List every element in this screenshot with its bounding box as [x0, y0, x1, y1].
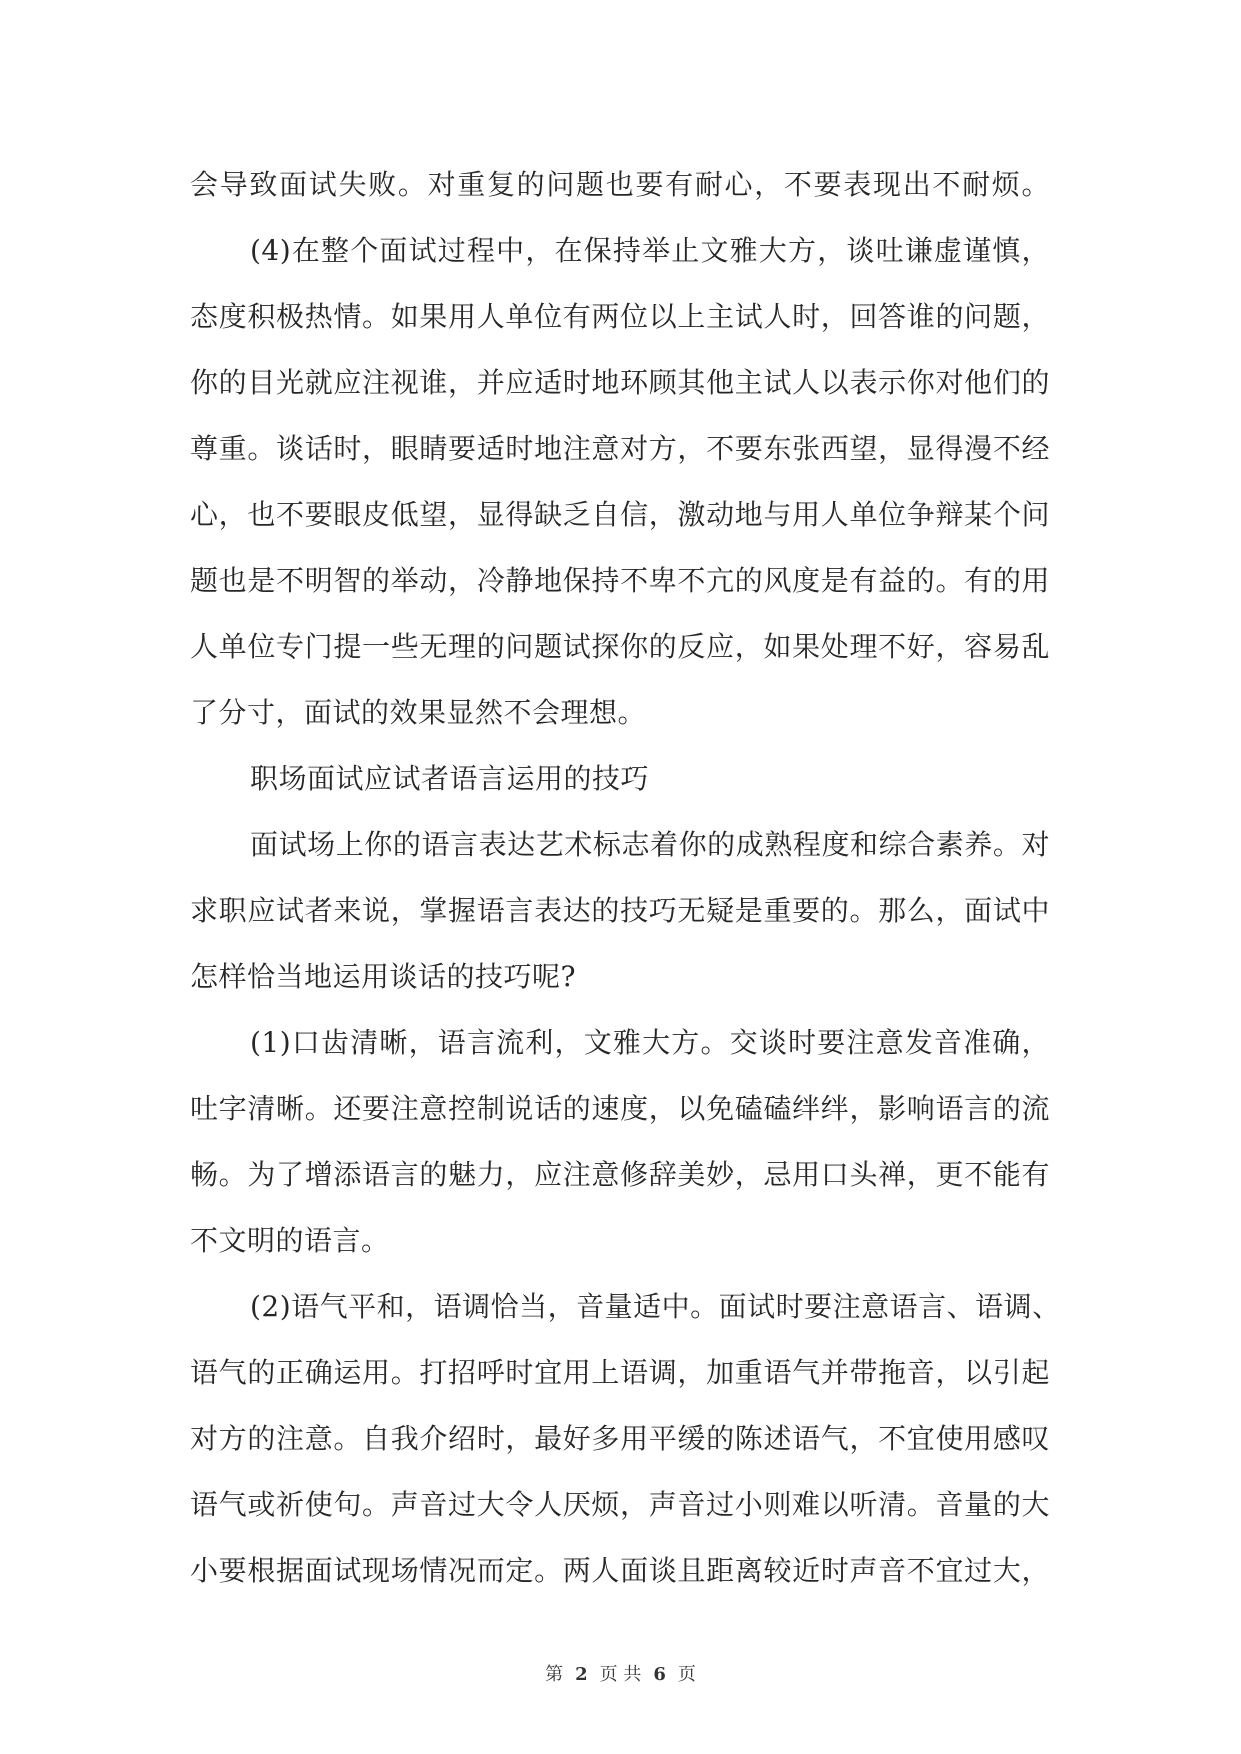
- text-line: 对方的注意。自我介绍时，最好多用平缓的陈述语气，不宜使用感叹: [190, 1422, 1050, 1455]
- text-line: 吐字清晰。还要注意控制说话的速度，以免磕磕绊绊，影响语言的流: [190, 1092, 1050, 1125]
- footer-prefix: 第: [545, 1664, 564, 1685]
- page-footer: [0, 1660, 1241, 1686]
- text-line: 求职应试者来说，掌握语言表达的技巧无疑是重要的。那么，面试中: [190, 894, 1050, 927]
- text-line: 你的目光就应注视谁，并应适时地环顾其他主试人以表示你对他们的: [190, 366, 1050, 399]
- paragraph-start-line: (1)口齿清晰，语言流利，文雅大方。交谈时要注意发音准确，: [250, 1026, 1050, 1059]
- total-pages-number: 6: [653, 1664, 666, 1685]
- paragraph-start-line: 面试场上你的语言表达艺术标志着你的成熟程度和综合素养。对: [250, 828, 1050, 861]
- text-line: 不文明的语言。: [190, 1224, 390, 1257]
- text-line: 小要根据面试现场情况而定。两人面谈且距离较近时声音不宜过大，: [190, 1554, 1050, 1587]
- text-line: 尊重。谈话时，眼睛要适时地注意对方，不要东张西望，显得漫不经: [190, 432, 1050, 465]
- paragraph-start-line: (2)语气平和，语调恰当，音量适中。面试时要注意语言、语调、: [250, 1290, 1061, 1323]
- footer-suffix: 页: [677, 1664, 696, 1685]
- text-line: 怎样恰当地运用谈话的技巧呢?: [190, 960, 577, 993]
- text-line: 题也是不明智的举动，冷静地保持不卑不亢的风度是有益的。有的用: [190, 564, 1050, 597]
- section-heading: 职场面试应试者语言运用的技巧: [250, 762, 650, 795]
- text-line: 畅。为了增添语言的魅力，应注意修辞美妙，忌用口头禅，更不能有: [190, 1158, 1050, 1191]
- document-body: [190, 152, 1061, 1604]
- text-line: 心，也不要眼皮低望，显得缺乏自信，激动地与用人单位争辩某个问: [190, 498, 1050, 531]
- text-line: 语气或祈使句。声音过大令人厌烦，声音过小则难以听清。音量的大: [190, 1488, 1050, 1521]
- footer-middle: 页 共: [599, 1664, 642, 1685]
- text-line: 态度积极热情。如果用人单位有两位以上主试人时，回答谁的问题，: [190, 300, 1050, 333]
- text-line: 会导致面试失败。对重复的问题也要有耐心，不要表现出不耐烦。: [190, 168, 1050, 201]
- current-page-number: 2: [575, 1664, 588, 1685]
- text-line: 语气的正确运用。打招呼时宜用上语调，加重语气并带拖音，以引起: [190, 1356, 1050, 1389]
- text-line: 人单位专门提一些无理的问题试探你的反应，如果处理不好，容易乱: [190, 630, 1050, 663]
- paragraph-start-line: (4)在整个面试过程中，在保持举止文雅大方，谈吐谦虚谨慎，: [250, 234, 1050, 267]
- text-line: 了分寸，面试的效果显然不会理想。: [190, 696, 647, 729]
